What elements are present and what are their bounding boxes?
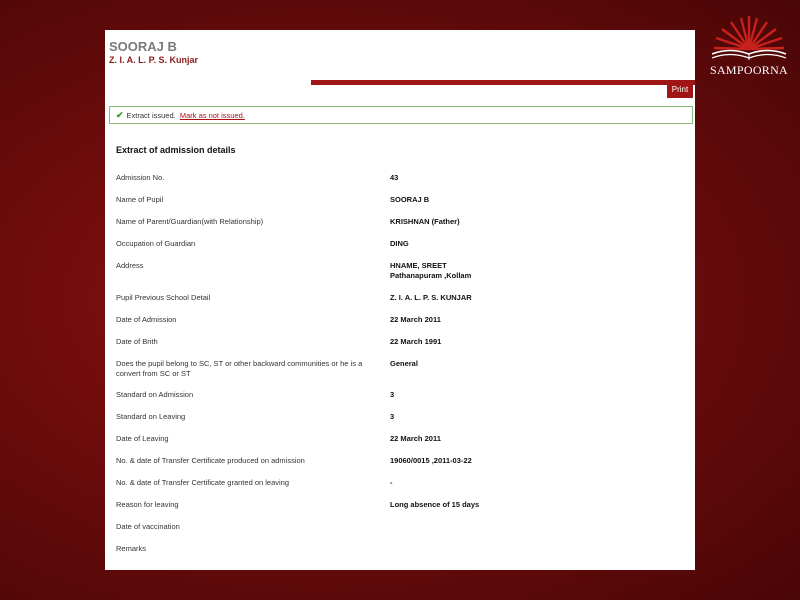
detail-label: Standard on Admission bbox=[116, 390, 194, 399]
print-button[interactable]: Print bbox=[667, 82, 693, 98]
detail-label: Occupation of Guardian bbox=[116, 239, 196, 248]
student-name-heading: SOORAJ B bbox=[109, 39, 177, 54]
detail-label: Standard on Leaving bbox=[116, 412, 186, 421]
check-icon: ✔ bbox=[116, 110, 124, 120]
status-notice bbox=[109, 106, 693, 124]
sampoorna-logo bbox=[704, 14, 794, 84]
detail-label: Reason for leaving bbox=[116, 500, 179, 509]
mark-not-issued-link[interactable]: Mark as not issued. bbox=[179, 111, 245, 120]
detail-label: Pupil Previous School Detail bbox=[116, 293, 211, 302]
brand-name: SAMPOORNA bbox=[709, 63, 789, 77]
notice-text: Extract issued. bbox=[126, 111, 176, 120]
address-line-1: HNAME, SREET bbox=[390, 261, 447, 270]
certificate-page bbox=[105, 30, 695, 570]
detail-value: 22 March 1991 bbox=[390, 337, 442, 346]
detail-value: 3 bbox=[390, 390, 395, 399]
detail-value: - bbox=[390, 478, 393, 487]
detail-label: Remarks bbox=[116, 544, 147, 553]
detail-value: Long absence of 15 days bbox=[390, 500, 480, 509]
detail-value: 43 bbox=[390, 173, 399, 182]
detail-label: Does the pupil belong to SC, ST or other backward communities or he is a convert from SC or ST bbox=[116, 359, 363, 378]
book-rays-icon bbox=[704, 14, 794, 62]
detail-value: Z. I. A. L. P. S. KUNJAR bbox=[390, 293, 472, 302]
school-name: Z. I. A. L. P. S. Kunjar bbox=[109, 55, 199, 65]
detail-value: KRISHNAN (Father) bbox=[390, 217, 460, 226]
detail-value: 22 March 2011 bbox=[390, 434, 441, 443]
detail-label: Date of Leaving bbox=[116, 434, 169, 443]
detail-label: Admission No. bbox=[116, 173, 165, 182]
detail-label: No. & date of Transfer Certificate produced on admission bbox=[116, 456, 305, 465]
detail-label: Name of Pupil bbox=[116, 195, 164, 204]
section-title: Extract of admission details bbox=[116, 145, 236, 155]
detail-label: Name of Parent/Guardian(with Relationship) bbox=[116, 217, 264, 226]
detail-label: Address bbox=[116, 261, 144, 270]
detail-value: SOORAJ B bbox=[390, 195, 430, 204]
detail-value: 19060/0015 ,2011-03-22 bbox=[390, 456, 472, 465]
detail-value: General bbox=[390, 359, 418, 368]
detail-label: Date of Admission bbox=[116, 315, 177, 324]
detail-value: DING bbox=[390, 239, 409, 248]
detail-value: 22 March 2011 bbox=[390, 315, 441, 324]
address-line-2: Pathanapuram ,Kollam bbox=[390, 271, 472, 280]
detail-label: Date of Brith bbox=[116, 337, 158, 346]
detail-label: Date of vaccination bbox=[116, 522, 180, 531]
detail-value bbox=[390, 261, 590, 281]
header-divider bbox=[311, 80, 695, 85]
detail-label: No. & date of Transfer Certificate granted on leaving bbox=[116, 478, 290, 487]
detail-value: 3 bbox=[390, 412, 395, 421]
